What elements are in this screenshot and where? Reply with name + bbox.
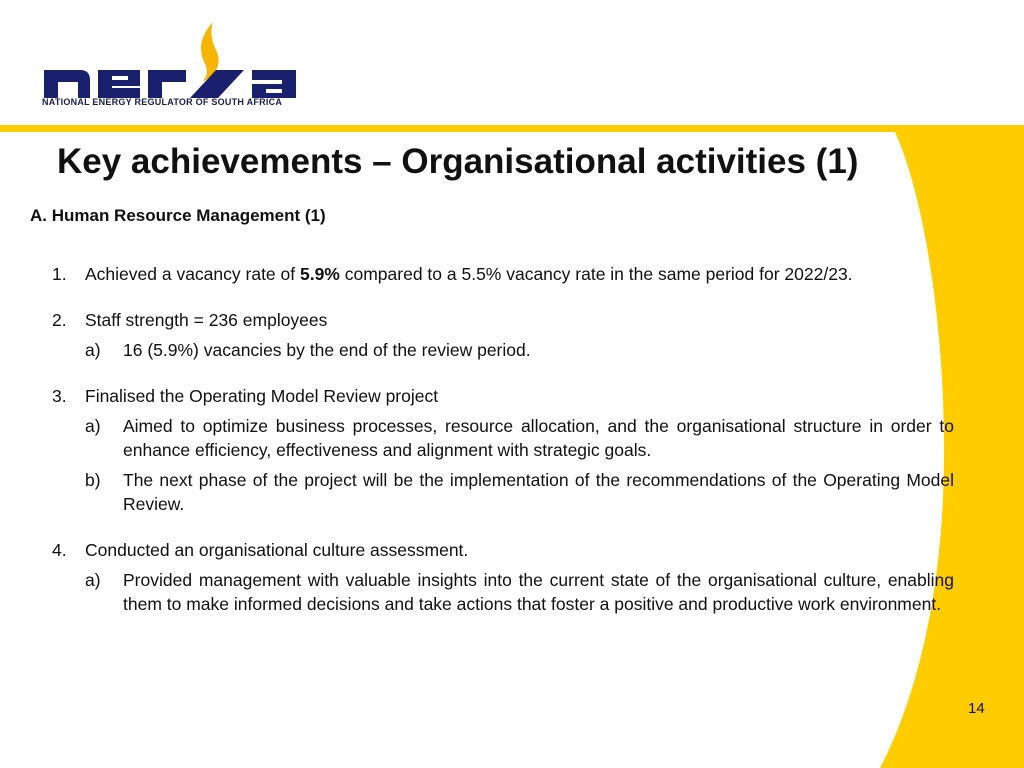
item-body	[85, 538, 954, 616]
sub-item	[85, 338, 954, 362]
item-text: Staff strength = 236 employees	[85, 310, 328, 330]
sub-item	[85, 568, 954, 616]
sub-item-text: The next phase of the project will be the implementation of the recommendations of the Operating Model Review.	[123, 470, 954, 514]
item-text: Conducted an organisational culture assessment.	[85, 540, 469, 560]
sub-item-text: Aimed to optimize business processes, resource allocation, and the organisational structure in order to enhance efficiency, effectiveness and alignment with strategic goals.	[123, 416, 954, 460]
section-heading: A. Human Resource Management (1)	[30, 206, 326, 225]
item-text-part: Achieved a vacancy rate of	[85, 264, 300, 284]
sub-item-text: Provided management with valuable insights into the current state of the organisational culture, enabling them to make informed decisions and take actions that foster a positive and productive work environment.	[123, 570, 954, 614]
header-divider-band	[0, 125, 1024, 132]
item-text: Finalised the Operating Model Review project	[85, 386, 439, 406]
item-number: 1.	[52, 264, 67, 284]
sub-item-text: 16 (5.9%) vacancies by the end of the review period.	[123, 340, 531, 360]
logo-tagline: NATIONAL ENERGY REGULATOR OF SOUTH AFRICA	[42, 97, 283, 107]
list-item	[52, 538, 954, 616]
list-item	[52, 262, 954, 286]
sub-item-letter: a)	[85, 340, 101, 360]
sub-item	[85, 468, 954, 516]
item-text-part: compared to a 5.5% vacancy rate in the same period for 2022/23.	[339, 264, 853, 284]
achievements-list	[52, 262, 954, 638]
sub-item-letter: a)	[85, 416, 101, 436]
page-number: 14	[968, 700, 985, 717]
item-text-bold: 5.9%	[299, 264, 340, 284]
sub-item-letter: b)	[85, 470, 101, 490]
item-number: 4.	[52, 540, 67, 560]
list-item	[52, 384, 954, 516]
item-text	[85, 262, 954, 286]
slide-title: Key achievements – Organisational activities (1)	[57, 142, 859, 181]
item-number: 2.	[52, 310, 67, 330]
list-item	[52, 308, 954, 362]
sub-item-letter: a)	[85, 570, 101, 590]
item-body	[85, 384, 954, 516]
item-body	[85, 308, 954, 362]
item-number: 3.	[52, 386, 67, 406]
sub-item	[85, 414, 954, 462]
